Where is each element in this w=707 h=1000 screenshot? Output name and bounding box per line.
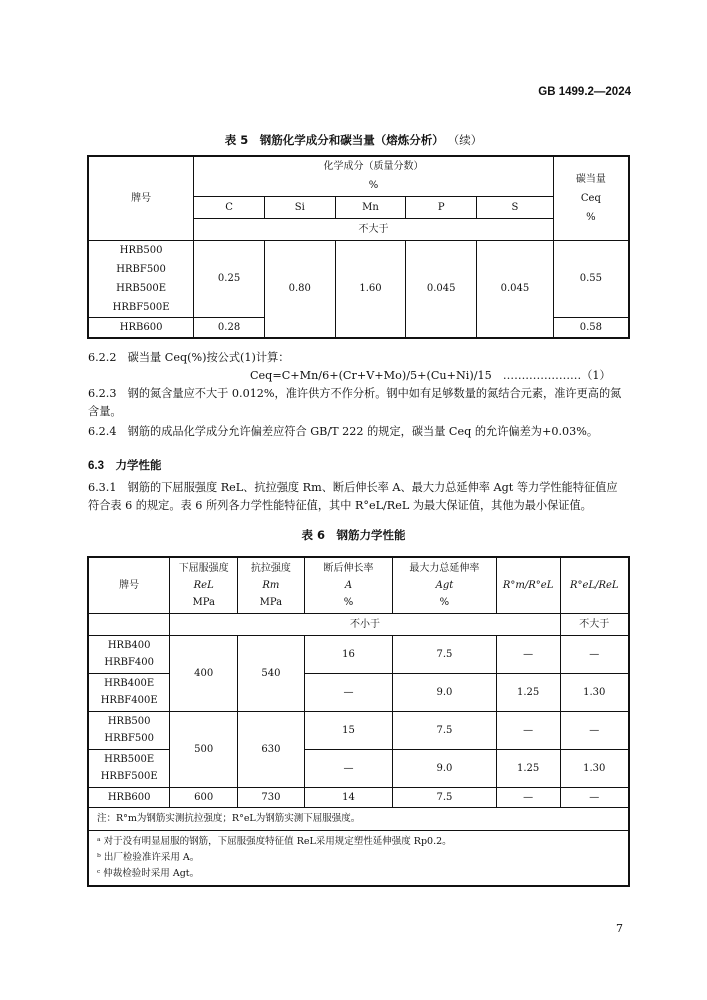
t6-r1: 1.25 [496, 749, 560, 787]
t6-h-agt [393, 557, 496, 613]
table5-caption-text: 表 5 钢筋化学成分和碳当量（熔炼分析） [224, 133, 444, 147]
t5-h-ceq-1: 碳当量 [575, 173, 606, 185]
t6-h-a-2: A [344, 579, 353, 591]
t5-h-grade: 牌号 [88, 156, 194, 240]
t6-agt: 9.0 [393, 673, 496, 711]
para-6-2-2: 6.2.2 碳当量 Ceq(%)按公式(1)计算： [88, 351, 290, 364]
t6-agt: 7.5 [393, 635, 496, 673]
t6-h-agt-1: 最大力总延伸率 [409, 562, 480, 574]
t6-h-a-3: % [343, 596, 354, 608]
t6-r1: — [496, 635, 560, 673]
t6-h-grade: 牌号 [88, 557, 170, 613]
t6-footnotes [88, 830, 629, 886]
t6-r2: — [560, 635, 629, 673]
para-6-2-3: 6.2.3 钢的氮含量应不大于 0.012%，准许供方不作分析。钢中如有足够数量的氮结合元素，准许更高的氮含量。 [88, 387, 622, 418]
t6-grade-line: HRBF500E [100, 771, 158, 782]
t6-r1: — [496, 787, 560, 807]
t6-h-rm-1: 抗拉强度 [250, 562, 291, 574]
t6-rm-500: 630 [238, 711, 305, 787]
t5-grade: HRBF500E [112, 301, 170, 313]
t6-h-rm-3: MPa [259, 596, 283, 608]
t5-grade: HRBF500 [116, 263, 166, 275]
t5-s: 0.045 [477, 240, 554, 338]
para-6-2-4: 6.2.4 钢筋的成品化学成分允许偏差应符合 GB/T 222 的规定，碳当量 Ceq 的允许偏差为+0.03%。 [88, 425, 599, 438]
t5-h-ceq-2: Ceq [580, 192, 601, 204]
table6 [87, 556, 630, 887]
t5-h-c: C [194, 196, 265, 218]
t5-h-p: P [406, 196, 477, 218]
t6-grade-line: HRBF500 [104, 733, 154, 744]
t6-grade-line: HRB400E [104, 678, 155, 689]
t6-h-rm [238, 557, 305, 613]
t6-grade-line: HRBF400 [104, 657, 154, 668]
t6-footnote-c: ᶜ 仲裁检验时采用 Agt。 [97, 867, 200, 879]
section-6-3: 6.3 力学性能 [88, 460, 162, 472]
t5-h-ceq [553, 156, 629, 240]
t5-c-b: 0.28 [194, 317, 265, 338]
t5-h-si: Si [264, 196, 335, 218]
t6-grade-line: HRB400 [107, 640, 151, 651]
t6-r2: 1.30 [560, 749, 629, 787]
t6-grade [88, 673, 170, 711]
t6-h-a [304, 557, 392, 613]
t6-r2: — [560, 787, 629, 807]
t5-h-chem [194, 156, 554, 196]
t6-h-ratio2: R°eL/ReL [560, 557, 629, 613]
t6-rel-600: 600 [170, 787, 238, 807]
t6-grade-line: HRB500E [104, 754, 155, 765]
t5-p: 0.045 [406, 240, 477, 338]
t6-r2: — [560, 711, 629, 749]
t6-rel-500: 500 [170, 711, 238, 787]
t5-h-chem-unit: % [368, 180, 379, 192]
t6-max-label: 不大于 [560, 613, 629, 635]
t5-h-s: S [477, 196, 554, 218]
t6-a: 16 [304, 635, 392, 673]
t5-c-a: 0.25 [194, 240, 265, 317]
t6-h-agt-3: % [439, 596, 450, 608]
page-number: 7 [616, 922, 623, 935]
t6-agt: 7.5 [393, 711, 496, 749]
t6-r1: 1.25 [496, 673, 560, 711]
t6-grade-line: HRB500 [107, 716, 151, 727]
t5-mn: 1.60 [335, 240, 406, 338]
t6-h-rel-1: 下屈服强度 [178, 562, 229, 574]
t5-grade-b: HRB600 [88, 317, 194, 338]
t6-a: 14 [304, 787, 392, 807]
t6-blank [88, 613, 170, 635]
t6-r2: 1.30 [560, 673, 629, 711]
t6-rel-400: 400 [170, 635, 238, 711]
para-6-3-1: 6.3.1 钢筋的下屈服强度 ReL、抗拉强度 Rm、断后伸长率 A、最大力总延伸率 Agt 等力学性能特征值应符合表 6 的规定。表 6 所列各力学性能特征值，其中 R°eL/ReL 为最大保证值，其他为最小保证值。 [88, 481, 618, 512]
t6-grade: HRB600 [88, 787, 170, 807]
t5-h-ceq-3: % [586, 211, 596, 223]
t6-footnote-a: ᵃ 对于没有明显屈服的钢筋，下屈服强度特征值 ReL采用规定塑性延伸强度 Rp0.2。 [97, 835, 452, 847]
t6-note: 注：R°m为钢筋实测抗拉强度；R°eL为钢筋实测下屈服强度。 [88, 807, 629, 830]
t6-agt: 7.5 [393, 787, 496, 807]
t6-agt: 9.0 [393, 749, 496, 787]
table5-caption [0, 132, 707, 148]
t6-grade [88, 711, 170, 749]
t6-h-agt-2: Agt [435, 579, 454, 591]
t6-footnote-b: ᵇ 出厂检验准许采用 A。 [97, 851, 200, 863]
t6-grade [88, 749, 170, 787]
t6-rm-400: 540 [238, 635, 305, 711]
t6-r1: — [496, 711, 560, 749]
t6-grade [88, 635, 170, 673]
table5-caption-cont: （续） [447, 133, 483, 147]
t6-h-rel [170, 557, 238, 613]
t6-h-rel-2: ReL [193, 579, 214, 591]
t6-h-a-1: 断后伸长率 [323, 562, 374, 574]
t6-h-rm-2: Rm [262, 579, 280, 591]
t5-grade: HRB500 [119, 244, 163, 256]
t5-h-mn: Mn [335, 196, 406, 218]
t6-min-label: 不小于 [170, 613, 560, 635]
t5-ceq-b: 0.58 [553, 317, 629, 338]
t5-ceq-a: 0.55 [553, 240, 629, 317]
t6-h-rel-3: MPa [192, 596, 215, 608]
standard-number: GB 1499.2—2024 [538, 86, 631, 98]
t6-rm-600: 730 [238, 787, 305, 807]
formula-1: Ceq=C+Mn/6+(Cr+V+Mo)/5+(Cu+Ni)/15 …………………（1） [250, 369, 611, 382]
t6-h-ratio1: R°m/R°eL [496, 557, 560, 613]
t5-grade-a [88, 240, 194, 317]
t5-limit: 不大于 [194, 218, 554, 240]
t6-a: — [304, 673, 392, 711]
t6-a: — [304, 749, 392, 787]
table6-caption: 表 6 钢筋力学性能 [301, 528, 406, 542]
t5-h-chem-label: 化学成分（质量分数） [323, 161, 424, 173]
table5 [87, 155, 630, 339]
t6-a: 15 [304, 711, 392, 749]
t5-si: 0.80 [264, 240, 335, 338]
t6-grade-line: HRBF400E [100, 695, 158, 706]
t5-grade: HRB500E [116, 282, 167, 294]
